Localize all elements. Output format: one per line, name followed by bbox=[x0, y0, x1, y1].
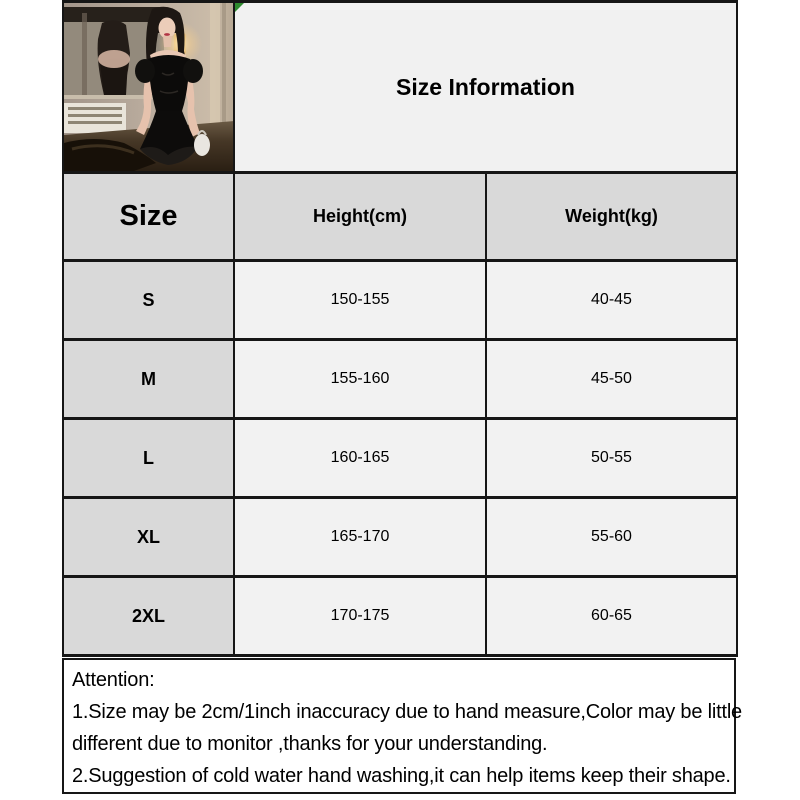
product-photo bbox=[64, 3, 234, 171]
weight-value: 55-60 bbox=[486, 498, 737, 577]
weight-value: 45-50 bbox=[486, 340, 737, 419]
excel-corner-marker-icon bbox=[235, 3, 244, 12]
size-label: L bbox=[63, 419, 234, 498]
title-row bbox=[63, 2, 737, 173]
height-value: 150-155 bbox=[234, 261, 486, 340]
table-header-row bbox=[63, 173, 737, 261]
height-value: 165-170 bbox=[234, 498, 486, 577]
attention-heading: Attention: bbox=[72, 669, 155, 691]
attention-line: different due to monitor ,thanks for your understanding. bbox=[72, 733, 548, 755]
size-information-title-cell bbox=[234, 2, 737, 173]
height-value: 155-160 bbox=[234, 340, 486, 419]
page-title: Size Information bbox=[396, 73, 575, 100]
weight-value: 40-45 bbox=[486, 261, 737, 340]
size-label: XL bbox=[63, 498, 234, 577]
table-row-m bbox=[63, 340, 737, 419]
table-row-l bbox=[63, 419, 737, 498]
attention-line: 2.Suggestion of cold water hand washing,it can help items keep their shape. bbox=[72, 765, 731, 787]
attention-line: 1.Size may be 2cm/1inch inaccuracy due to hand measure,Color may be little bbox=[72, 701, 742, 723]
height-value: 160-165 bbox=[234, 419, 486, 498]
attention-note-box bbox=[62, 658, 742, 794]
column-header-size: Size bbox=[63, 173, 234, 261]
table-row-s bbox=[63, 261, 737, 340]
weight-value: 60-65 bbox=[486, 577, 737, 656]
size-label: 2XL bbox=[63, 577, 234, 656]
column-header-height: Height(cm) bbox=[234, 173, 486, 261]
table-row-xl bbox=[63, 498, 737, 577]
weight-value: 50-55 bbox=[486, 419, 737, 498]
column-header-weight: Weight(kg) bbox=[486, 173, 737, 261]
table-row-2xl bbox=[63, 577, 737, 656]
size-label: M bbox=[63, 340, 234, 419]
height-value: 170-175 bbox=[234, 577, 486, 656]
product-photo-cell bbox=[63, 2, 234, 173]
size-label: S bbox=[63, 261, 234, 340]
size-table bbox=[62, 0, 738, 657]
